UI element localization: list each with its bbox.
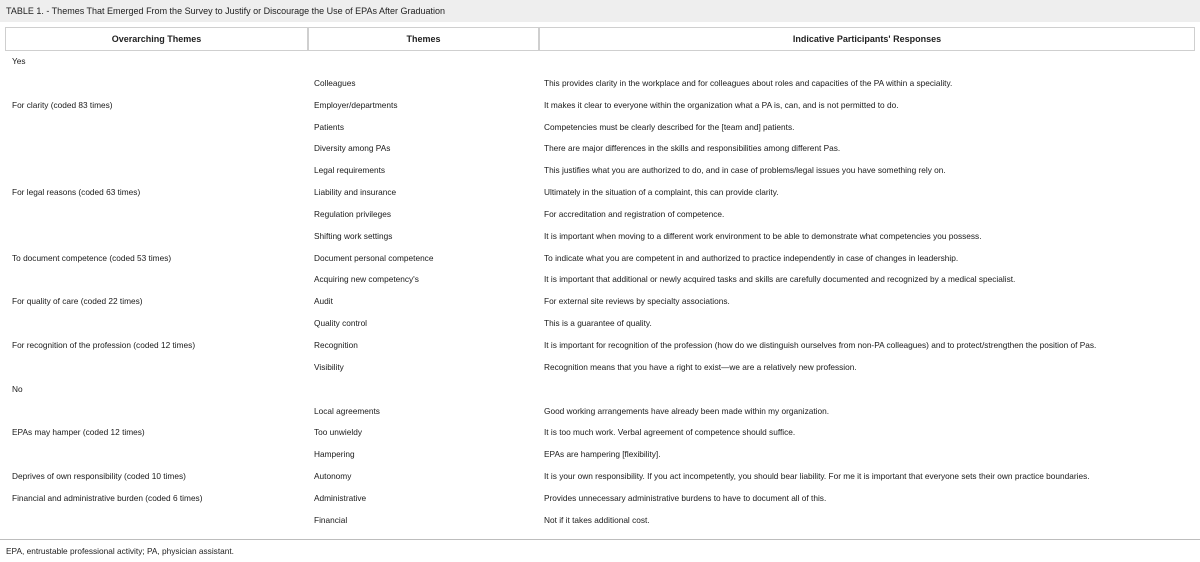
overarching-theme-cell: Yes — [12, 56, 26, 66]
response-cell: It is important that additional or newly acquired tasks and skills are carefully documented and recognized by a medical specialist. — [544, 274, 1016, 285]
header-overarching-themes: Overarching Themes — [5, 27, 308, 51]
response-cell: It is important for recognition of the profession (how do we distinguish ourselves from non-PA colleagues) and to protect/strengthen the position of Pas. — [544, 339, 1097, 350]
response-cell: For external site reviews by specialty associations. — [544, 296, 730, 307]
theme-cell: Document personal competence — [314, 252, 434, 263]
table-row — [0, 117, 1200, 139]
response-cell: To indicate what you are competent in and authorized to practice independently in case of changes in leadership. — [544, 252, 959, 263]
table-row — [0, 182, 1200, 204]
theme-cell: Hampering — [314, 449, 355, 460]
overarching-theme-cell: To document competence (coded 53 times) — [12, 252, 172, 263]
table-row — [0, 226, 1200, 248]
response-cell: This justifies what you are authorized to do, and in case of problems/legal issues you have something rely on. — [544, 165, 946, 176]
table-row — [0, 269, 1200, 291]
table-row — [0, 95, 1200, 117]
response-cell: Competencies must be clearly described for the [team and] patients. — [544, 121, 795, 132]
table-row — [0, 335, 1200, 357]
overarching-theme-cell: EPAs may hamper (coded 12 times) — [12, 427, 145, 438]
response-cell: For accreditation and registration of competence. — [544, 208, 725, 219]
table-caption: TABLE 1. - Themes That Emerged From the Survey to Justify or Discourage the Use of EPAs After Graduation — [0, 0, 1200, 22]
table-row — [0, 160, 1200, 182]
theme-cell: Too unwieldy — [314, 427, 362, 438]
theme-cell: Local agreements — [314, 405, 380, 416]
theme-cell: Recognition — [314, 339, 358, 350]
response-cell: Recognition means that you have a right to exist—we are a relatively new profession. — [544, 361, 857, 372]
response-cell: Good working arrangements have already been made within my organization. — [544, 405, 830, 416]
overarching-theme-cell: Deprives of own responsibility (coded 10 times) — [12, 471, 186, 482]
table-row — [0, 379, 1200, 401]
theme-cell: Employer/departments — [314, 99, 398, 110]
response-cell: There are major differences in the skills and responsibilities among different Pas. — [544, 143, 841, 154]
response-cell: This provides clarity in the workplace and for colleagues about roles and capacities of the PA within a speciality. — [544, 77, 953, 88]
response-cell: It is too much work. Verbal agreement of competence should suffice. — [544, 427, 796, 438]
theme-cell: Audit — [314, 296, 333, 307]
themes-table — [0, 22, 1200, 539]
table-body — [0, 51, 1200, 532]
response-cell: It is your own responsibility. If you act incompetently, you should bear liability. For me it is important that everyone sets their own practice boundaries. — [544, 471, 1090, 482]
response-cell: Provides unnecessary administrative burdens to have to document all of this. — [544, 492, 827, 503]
theme-cell: Financial — [314, 514, 348, 525]
overarching-theme-cell: For quality of care (coded 22 times) — [12, 296, 143, 307]
theme-cell: Visibility — [314, 361, 344, 372]
response-cell: Ultimately in the situation of a complaint, this can provide clarity. — [544, 187, 779, 198]
theme-cell: Diversity among PAs — [314, 143, 391, 154]
theme-cell: Shifting work settings — [314, 230, 393, 241]
table-header — [5, 27, 1195, 51]
response-cell: Not if it takes additional cost. — [544, 514, 650, 525]
table-row — [0, 204, 1200, 226]
table-row — [0, 357, 1200, 379]
table-row — [0, 510, 1200, 532]
response-cell: EPAs are hampering [flexibility]. — [544, 449, 661, 460]
table-row — [0, 313, 1200, 335]
table-row — [0, 466, 1200, 488]
table-row — [0, 248, 1200, 270]
response-cell: It is important when moving to a different work environment to be able to demonstrate what competencies you possess. — [544, 230, 982, 241]
table-row — [0, 401, 1200, 423]
overarching-theme-cell: For legal reasons (coded 63 times) — [12, 187, 141, 198]
theme-cell: Quality control — [314, 318, 368, 329]
response-cell: It makes it clear to everyone within the organization what a PA is, can, and is not permitted to do. — [544, 99, 899, 110]
response-cell: This is a guarantee of quality. — [544, 318, 652, 329]
table-row — [0, 51, 1200, 73]
theme-cell: Liability and insurance — [314, 187, 397, 198]
table-row — [0, 291, 1200, 313]
theme-cell: Acquiring new competency's — [314, 274, 419, 285]
overarching-theme-cell: For recognition of the profession (coded 12 times) — [12, 339, 196, 350]
table-row — [0, 422, 1200, 444]
table-row — [0, 488, 1200, 510]
table-row — [0, 444, 1200, 466]
table-row — [0, 138, 1200, 160]
theme-cell: Administrative — [314, 492, 367, 503]
table-row — [0, 73, 1200, 95]
overarching-theme-cell: Financial and administrative burden (coded 6 times) — [12, 492, 203, 503]
theme-cell: Colleagues — [314, 77, 356, 88]
header-responses: Indicative Participants' Responses — [539, 27, 1195, 51]
theme-cell: Regulation privileges — [314, 208, 392, 219]
theme-cell: Legal requirements — [314, 165, 386, 176]
theme-cell: Patients — [314, 121, 344, 132]
overarching-theme-cell: For clarity (coded 83 times) — [12, 99, 113, 110]
table-footnote: EPA, entrustable professional activity; PA, physician assistant. — [6, 546, 234, 556]
theme-cell: Autonomy — [314, 471, 352, 482]
overarching-theme-cell: No — [12, 383, 23, 394]
header-themes: Themes — [308, 27, 539, 51]
